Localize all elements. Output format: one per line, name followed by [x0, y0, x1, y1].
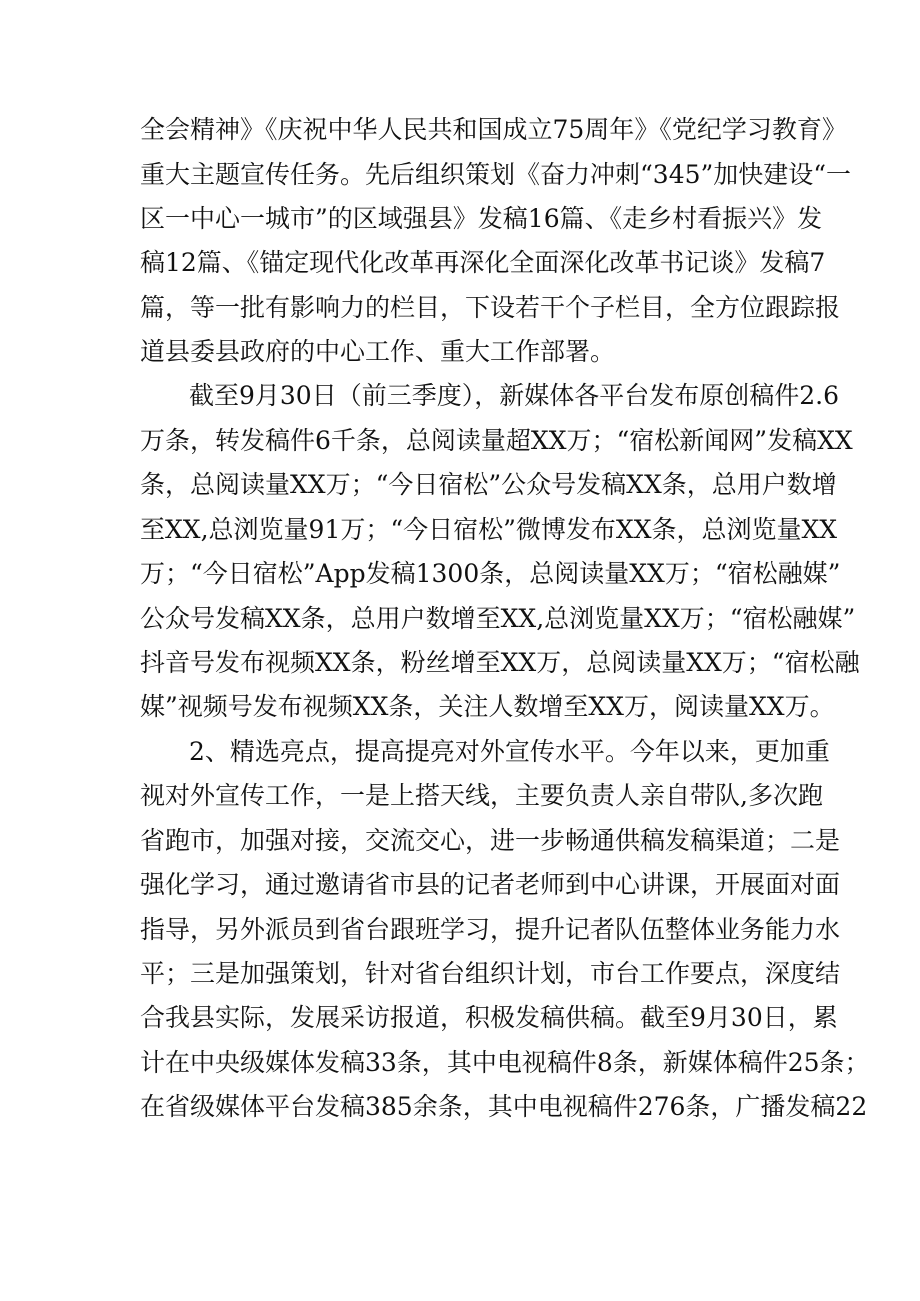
text-line: 公众号发稿XX条，总用户数增至XX,总浏览量XX万；“宿松融媒”	[140, 604, 856, 633]
text-line: 计在中央级媒体发稿33条，其中电视稿件8条，新媒体稿件25条；	[140, 1048, 870, 1077]
text-line: 至XX,总浏览量91万；“今日宿松”微博发布XX条，总浏览量XX	[140, 515, 838, 544]
text-line: 强化学习，通过邀请省市县的记者老师到中心讲课，开展面对面	[140, 870, 841, 899]
text-line: 区一中心一城市”的区域强县》发稿16篇、《走乡村看振兴》发	[140, 204, 823, 233]
text-line: 重大主题宣传任务。先后组织策划《奋力冲刺“345”加快建设“一	[140, 160, 852, 189]
text-line: 万条，转发稿件6千条，总阅读量超XX万；“宿松新闻网”发稿XX	[140, 426, 853, 455]
text-line: 条，总阅读量XX万；“今日宿松”公众号发稿XX条，总用户数增	[140, 470, 837, 499]
text-line: 全会精神》《庆祝中华人民共和国成立75周年》《党纪学习教育》	[140, 115, 847, 144]
text-line: 平；三是加强策划，针对省台组织计划，市台工作要点，深度结	[140, 959, 841, 988]
paragraph-first-line: 2、精选亮点，提高提亮对外宣传水平。今年以来，更加重	[189, 737, 830, 766]
paragraph-end-line: 道县委县政府的中心工作、重大工作部署。	[140, 337, 616, 366]
text-line: 在省级媒体平台发稿385余条，其中电视稿件276条，广播发稿22	[140, 1092, 868, 1121]
text-line: 省跑市，加强对接，交流交心，进一步畅通供稿发稿渠道；二是	[140, 826, 841, 855]
text-line: 指导，另外派员到省台跟班学习，提升记者队伍整体业务能力水	[140, 915, 841, 944]
paragraph-end-line: 媒”视频号发布视频XX条，关注人数增至XX万，阅读量XX万。	[140, 692, 835, 721]
text-line: 视对外宣传工作，一是上搭天线，主要负责人亲自带队,多次跑	[140, 781, 823, 810]
text-line: 合我县实际，发展采访报道，积极发稿供稿。截至9月30日，累	[140, 1003, 838, 1032]
paragraph-first-line: 截至9月30日（前三季度），新媒体各平台发布原创稿件2.6	[189, 381, 839, 410]
text-line: 万；“今日宿松”App发稿1300条，总阅读量XX万；“宿松融媒”	[140, 559, 841, 588]
text-line: 稿12篇、《锚定现代化改革再深化全面深化改革书记谈》发稿7	[140, 248, 826, 277]
text-line: 抖音号发布视频XX条，粉丝增至XX万，总阅读量XX万；“宿松融	[140, 648, 860, 677]
text-line: 篇，等一批有影响力的栏目，下设若干个子栏目，全方位跟踪报	[140, 293, 841, 322]
